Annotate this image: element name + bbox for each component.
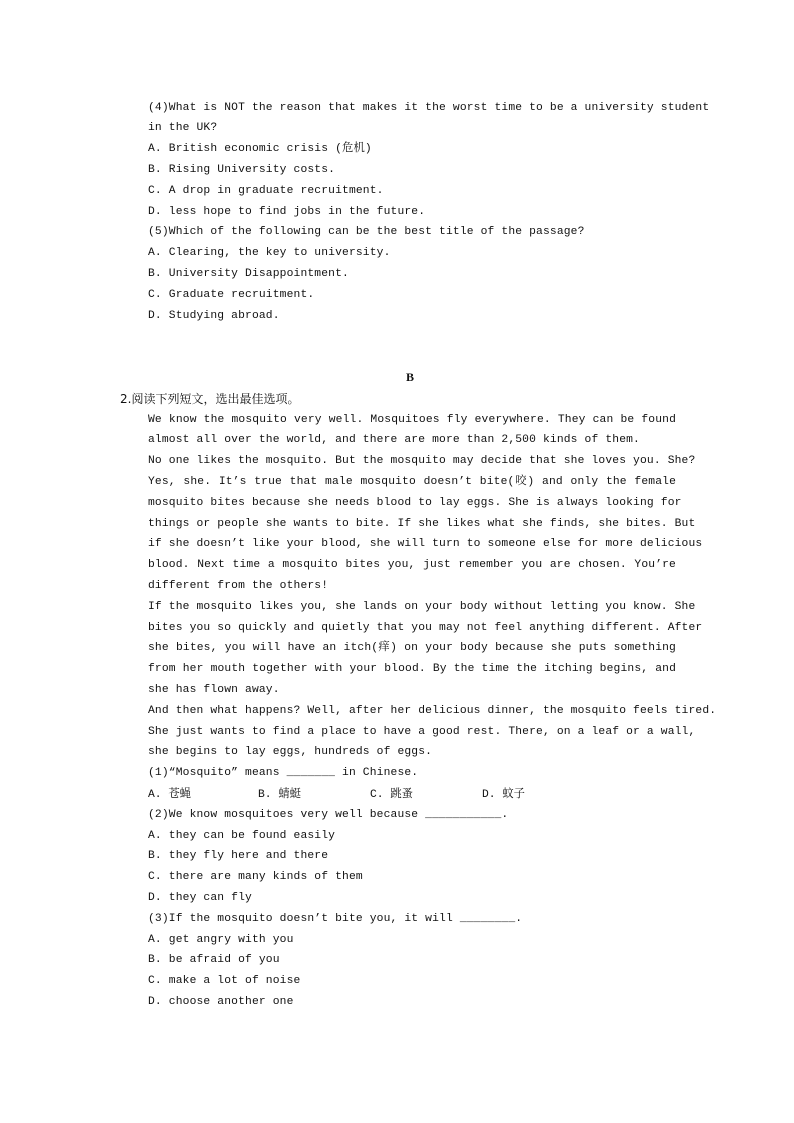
question-5-option-b: B. University Disappointment. (148, 268, 349, 280)
question-3-option-b: B. be afraid of you (148, 954, 280, 966)
question-2-option-b: B. they fly here and there (148, 850, 329, 862)
passage-line: She just wants to find a place to have a good rest. There, on a leaf or a wall, (148, 726, 696, 738)
question-5-text: (5)Which of the following can be the best title of the passage? (148, 226, 585, 238)
question-2-text: (2)We know mosquitoes very well because ___________. (148, 809, 509, 821)
question-1-text: (1)“Mosquito” means _______ in Chinese. (148, 767, 419, 779)
question-4-text: (4)What is NOT the reason that makes it the worst time to be a university student (148, 102, 710, 114)
question-1-option-b: B. 蜻蜓 (258, 789, 301, 801)
question-2-option-c: C. there are many kinds of them (148, 871, 363, 883)
passage-line: she bites, you will have an itch(痒) on your body because she puts something (148, 642, 676, 654)
question-2-option-a: A. they can be found easily (148, 830, 336, 842)
question-1-options (148, 785, 525, 801)
passage-line: No one likes the mosquito. But the mosquito may decide that she loves you. She? (148, 455, 696, 467)
passage-line: Yes, she. It’s true that male mosquito doesn’t bite(咬) and only the female (148, 476, 676, 488)
passage-line: mosquito bites because she needs blood to lay eggs. She is always looking for (148, 497, 682, 509)
question-4-text-cont: in the UK? (148, 122, 218, 134)
passage-line: different from the others! (148, 580, 329, 592)
question-2-option-d: D. they can fly (148, 892, 252, 904)
passage-line: things or people she wants to bite. If she likes what she finds, she bites. But (148, 518, 696, 530)
question-1-option-a: A. 苍蝇 (148, 789, 191, 801)
question-5-option-d: D. Studying abroad. (148, 310, 280, 322)
question-5-option-c: C. Graduate recruitment. (148, 289, 315, 301)
question-3-option-d: D. choose another one (148, 996, 294, 1008)
question-4-option-b: B. Rising University costs. (148, 164, 336, 176)
question-3-text: (3)If the mosquito doesn’t bite you, it will ________. (148, 913, 523, 925)
passage-line: almost all over the world, and there are more than 2,500 kinds of them. (148, 434, 640, 446)
question-1-option-c: C. 跳蚤 (370, 789, 413, 801)
question-3-option-a: A. get angry with you (148, 934, 294, 946)
passage-line: if she doesn’t like your blood, she will turn to someone else for more delicious (148, 538, 703, 550)
passage-line: bites you so quickly and quietly that you may not feel anything different. After (148, 622, 703, 634)
passage-line: If the mosquito likes you, she lands on your body without letting you know. She (148, 601, 696, 613)
passage-line: she begins to lay eggs, hundreds of eggs. (148, 746, 433, 758)
question-4-option-c: C. A drop in graduate recruitment. (148, 185, 384, 197)
passage-line: blood. Next time a mosquito bites you, just remember you are chosen. You’re (148, 559, 676, 571)
passage-line: And then what happens? Well, after her delicious dinner, the mosquito feels tired. (148, 705, 717, 717)
section-heading: B (405, 370, 414, 384)
section-instruction: 2.阅读下列短文，选出最佳选项。 (120, 392, 300, 406)
question-4-option-d: D. less hope to find jobs in the future. (148, 206, 426, 218)
question-1-option-d: D. 蚊子 (482, 789, 525, 801)
passage-line: We know the mosquito very well. Mosquitoes fly everywhere. They can be found (148, 414, 676, 426)
question-5-option-a: A. Clearing, the key to university. (148, 247, 391, 259)
question-3-option-c: C. make a lot of noise (148, 975, 301, 987)
passage-line: from her mouth together with your blood. By the time the itching begins, and (148, 663, 676, 675)
question-4-option-a: A. British economic crisis (危机) (148, 143, 372, 155)
passage-line: she has flown away. (148, 684, 280, 696)
